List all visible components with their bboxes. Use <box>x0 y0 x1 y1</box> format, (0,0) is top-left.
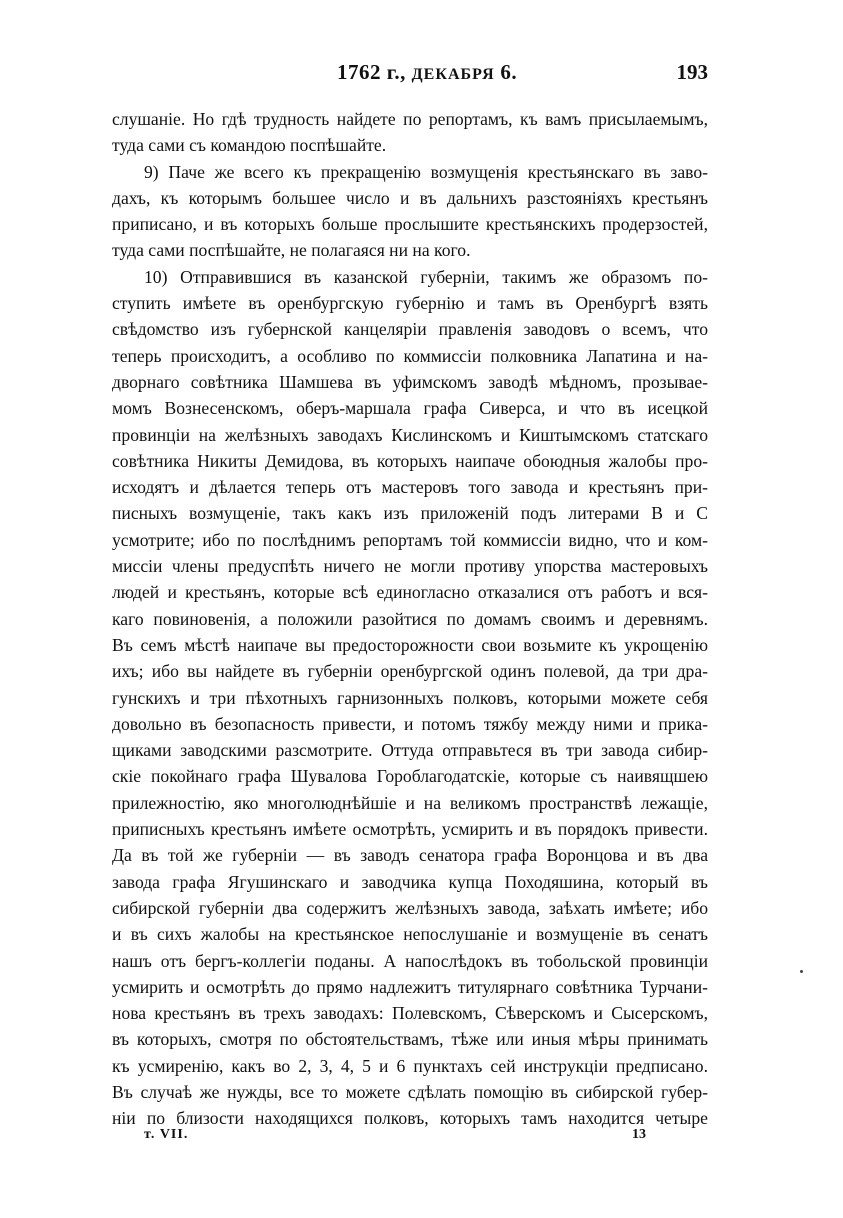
text-line: завода графа Ягушинскаго и заводчика купца Походяшина, который въ <box>112 871 708 892</box>
running-header <box>112 60 708 90</box>
text-line: довольно въ безопасность привести, и потомъ тяжбу между ними и прика- <box>112 713 708 734</box>
text-line: туда сами съ командою поспѣшайте. <box>112 135 387 156</box>
text-line: сибирской губерніи два содержитъ желѣзныхъ завода, заѣхать имѣете; ибо <box>112 897 708 918</box>
text-line: дахъ, къ которымъ большее число и въ дальнихъ разстояніяхъ крестьянъ <box>112 187 708 208</box>
text-line: въ которыхъ, смотря по обстоятельствамъ, тѣже или иныя мѣры принимать <box>112 1029 708 1050</box>
text-line: и въ сихъ жалобы на крестьянское непослушаніе и возмущеніе въ сенатъ <box>112 924 708 945</box>
text-line: ихъ; ибо вы найдете въ губерніи оренбургской одинъ полевой, да три дра- <box>112 661 708 682</box>
text-line: Да въ той же губерніи — въ заводъ сенатора графа Воронцова и въ два <box>112 845 708 866</box>
text-line: Въ семъ мѣстѣ наипаче вы предосторожности свои возьмите къ укрощенію <box>112 634 708 655</box>
header-day: 6. <box>500 60 518 84</box>
text-line: совѣтника Никиты Демидова, въ которыхъ наипаче обоюдныя жалобы про- <box>112 450 708 471</box>
page-number: 193 <box>676 60 708 84</box>
text-line: момъ Вознесенскомъ, оберъ-маршала графа Сиверса, и что въ исецкой <box>112 398 708 419</box>
text-line: людей и крестьянъ, которые всѣ единогласно отказалися отъ работъ и вся- <box>112 582 708 603</box>
text-line: усмотрите; ибо по послѣднимъ репортамъ той коммиссіи видно, что и ком- <box>112 529 708 550</box>
text-line: провинціи на желѣзныхъ заводахъ Кислинскомъ и Киштымскомъ статскаго <box>112 424 708 445</box>
text-line: 10) Отправившися въ казанской губерніи, такимъ же образомъ по- <box>144 266 708 287</box>
text-line: Въ случаѣ же нужды, все то можете сдѣлать помощію въ сибирской губер- <box>112 1081 708 1102</box>
header-year: 1762 г., <box>337 60 406 84</box>
text-line: слушаніе. Но гдѣ трудность найдете по репортамъ, къ вамъ присылаемымъ, <box>112 109 708 129</box>
text-line: скіе покойнаго графа Шувалова Гороблагодатскіе, которые съ наивящшею <box>112 766 708 787</box>
text-line: прилежностію, яко многолюднѣйшіе и на великомъ пространствѣ лежащіе, <box>112 792 708 813</box>
text-line: исходятъ и дѣлается теперь отъ мастеровъ того завода и крестьянъ при- <box>112 477 708 498</box>
text-line: приписныхъ крестьянъ имѣете осмотрѣть, усмирить и въ порядокъ привести. <box>112 819 708 840</box>
text-line: туда сами поспѣшайте, не полагаяся ни на кого. <box>112 240 471 261</box>
text-line: теперь происходитъ, а особливо по коммиссіи полковника Лапатина и на- <box>112 345 708 366</box>
text-line: нова крестьянъ въ трехъ заводахъ: Полевскомъ, Сѣверскомъ и Сысерскомъ, <box>112 1003 708 1024</box>
text-line: свѣдомство изъ губернской канцеляріи правленія заводовъ о всемъ, что <box>112 319 708 340</box>
text-line: гунскихъ и три пѣхотныхъ гарнизонныхъ полковъ, которыми можете себя <box>112 687 708 708</box>
header-date <box>337 60 517 85</box>
text-line: 9) Паче же всего къ прекращенію возмущенія крестьянскаго въ заво- <box>144 161 708 182</box>
text-line: усмирить и осмотрѣть до прямо надлежитъ титулярнаго совѣтника Турчани- <box>112 976 708 997</box>
text-line: писныхъ возмущеніе, такъ какъ изъ приложеній подъ литерами B и C <box>112 503 708 524</box>
body-text <box>112 106 708 1132</box>
header-month: ДЕКАБРЯ <box>411 66 495 83</box>
text-line: ступить имѣете въ оренбургскую губернію и тамъ въ Оренбургѣ взять <box>112 293 708 314</box>
text-line: къ усмиренію, какъ во 2, 3, 4, 5 и 6 пунктахъ сей инструкціи предписано. <box>112 1055 708 1076</box>
print-speck <box>800 970 803 973</box>
text-line: ніи по близости находящихся полковъ, которыхъ тамъ находится четыре <box>112 1108 708 1129</box>
text-line: приписано, и въ которыхъ больше прослышите крестьянскихъ продерзостей, <box>112 214 708 235</box>
signature-mark: 13 <box>632 1127 646 1142</box>
text-line: дворнаго совѣтника Шамшева въ уфимскомъ заводѣ мѣдномъ, прозывае- <box>112 371 708 392</box>
text-line: щиками заводскими разсмотрите. Оттуда отправьтеся въ три завода сибир- <box>112 740 708 761</box>
page-footer <box>112 1127 708 1149</box>
text-line: каго повиновенія, а положили разойтися по домамъ своимъ и деревнямъ. <box>112 608 708 629</box>
text-line: нашъ отъ бергъ-коллегіи поданы. А напослѣдокъ въ тобольской провинціи <box>112 950 708 971</box>
volume-mark: т. VII. <box>144 1127 189 1142</box>
text-line: миссіи члены предуспѣть ничего не могли противу упорства мастеровыхъ <box>112 556 708 577</box>
